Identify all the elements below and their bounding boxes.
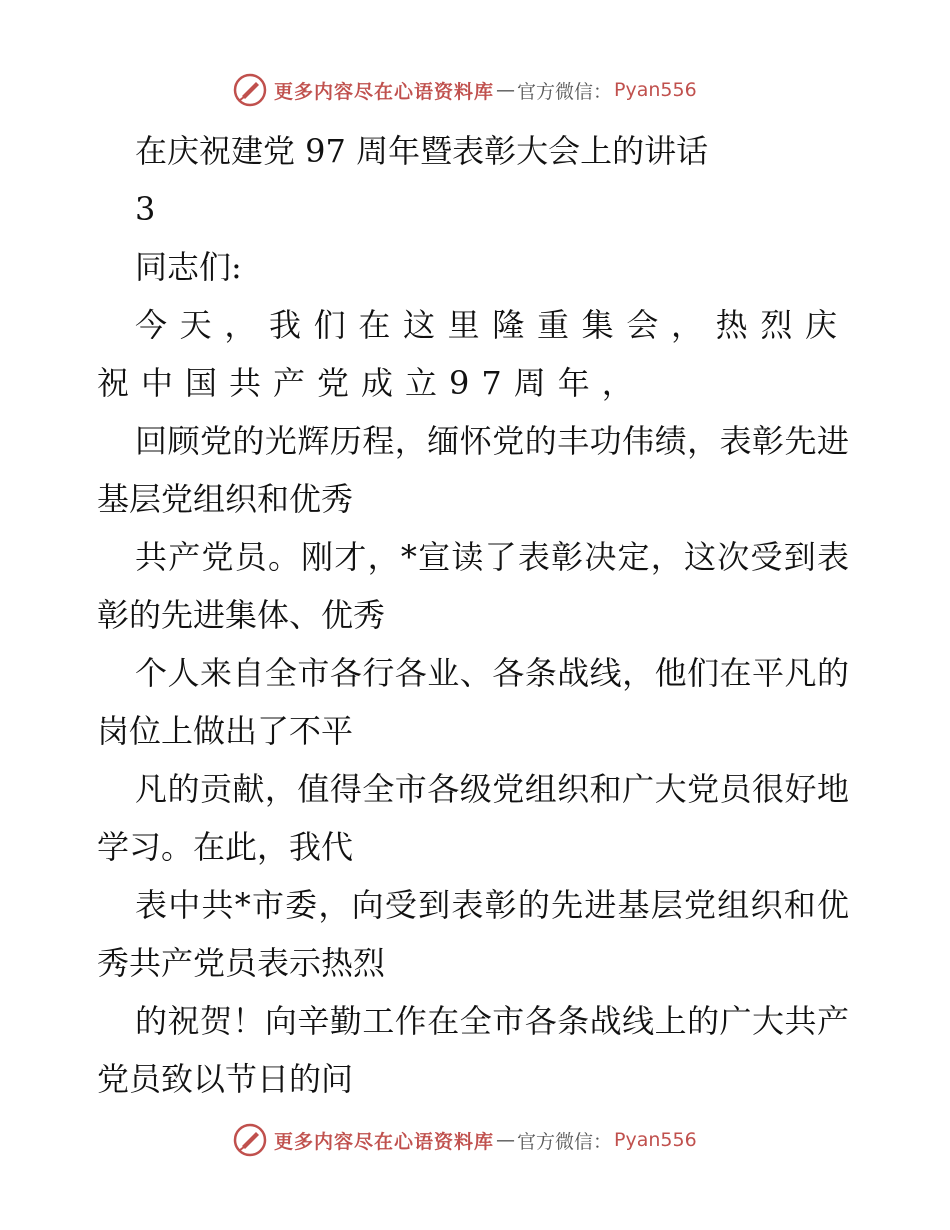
document-body	[97, 122, 849, 1108]
footer-watermark	[232, 1122, 697, 1158]
greeting: 同志们:	[135, 248, 242, 286]
banner-dash: —	[496, 1129, 516, 1151]
paragraph-1: 今天，我们在这里隆重集会，热烈庆祝中国共产党成立97周年，	[97, 306, 849, 402]
banner-wechat-label: 官方微信：	[517, 1130, 613, 1153]
header-watermark	[232, 72, 697, 108]
banner-wechat-id: Pyan556	[614, 79, 697, 101]
document-number: 3	[135, 190, 156, 228]
banner-site-text: 更多内容尽在心语资料库	[274, 80, 495, 103]
paragraph-2: 回顾党的光辉历程，缅怀党的丰功伟绩，表彰先进基层党组织和优秀	[97, 422, 849, 518]
banner-wechat-label: 官方微信：	[517, 80, 613, 103]
quill-logo-icon	[232, 1122, 268, 1158]
paragraph-5: 凡的贡献，值得全市各级党组织和广大党员很好地学习。在此，我代	[97, 770, 849, 866]
paragraph-3: 共产党员。刚才，*宣读了表彰决定，这次受到表彰的先进集体、优秀	[97, 538, 849, 634]
quill-logo-icon	[232, 72, 268, 108]
paragraph-4: 个人来自全市各行各业、各条战线，他们在平凡的岗位上做出了不平	[97, 654, 849, 750]
banner-site-text: 更多内容尽在心语资料库	[274, 1130, 495, 1153]
paragraph-6: 表中共*市委，向受到表彰的先进基层党组织和优秀共产党员表示热烈	[97, 886, 849, 982]
banner-wechat-id: Pyan556	[614, 1129, 697, 1151]
document-title: 在庆祝建党 97 周年暨表彰大会上的讲话	[135, 132, 709, 170]
banner-dash: —	[496, 79, 516, 101]
paragraph-7: 的祝贺！向辛勤工作在全市各条战线上的广大共产党员致以节日的问	[97, 1002, 849, 1098]
